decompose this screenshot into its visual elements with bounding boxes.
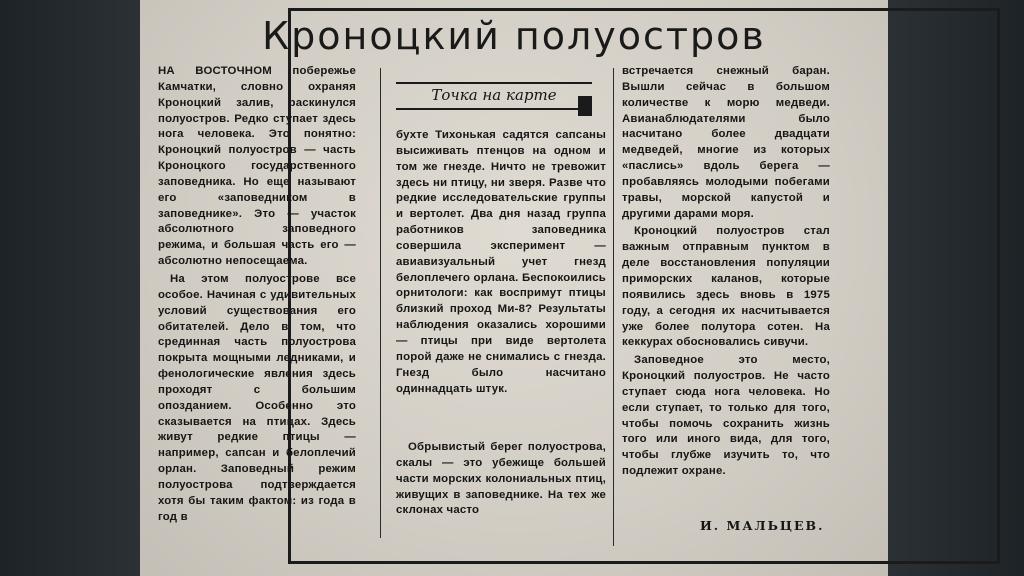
column-1 — [158, 64, 356, 525]
paragraph: НА ВОСТОЧНОМ побережье Камчатки, словно охраняя Кроноцкий залив, раскинулся полуостров. Редко ступает здесь нога человека. Это понятно: Кроноцкий полуостров — часть Кроноцкого государственного заповедника. Но еще называют его «заповедником в заповеднике». Это — участок абсолютного заповедного режима, и большая часть его — абсолютно непосещаема. — [158, 65, 356, 268]
author-signature: И. МАЛЬЦЕВ. — [700, 518, 825, 533]
column-2-continued — [396, 440, 606, 519]
paragraph: встречается снежный баран. Вышли сейчас в большом количестве к морю медведи. Авианаблюдателями было насчитано более двадцати медведей, многие из которых «паслись» вдоль берега — пробавляясь молодыми побегами травы, морской капустой и другими дарами моря. — [622, 65, 830, 220]
paragraph: На этом полуострове все особое. Начиная с удивительных условий существования его обитателей. Дело в том, что срединная часть полуострова покрыта мощными ледниками, и фенологические явления здесь проходят с большим опозданием. Особенно это сказывается на птицах. Здесь живут редкие птицы — например, сапсан и белоплечий орлан. Заповедный режим полуострова подтверждается хотя бы таким фактом: из года в год в — [158, 272, 356, 523]
column-2 — [396, 128, 606, 397]
column-divider-1 — [380, 68, 381, 538]
paragraph: Обрывистый берег полуострова, скалы — это убежище большей части морских колониальных птиц, живущих в заповеднике. На тех же склонах часто — [396, 441, 606, 517]
paragraph: Заповедное это место, Кроноцкий полуостров. Не часто ступает сюда нога человека. Но если ступает, то только для того, чтобы помочь сохранить жизнь того или иного вида, для того, чтобы глубже изучить то, что подлежит охране. — [622, 354, 830, 478]
newspaper-clipping — [140, 0, 888, 576]
rubric-label: Точка на карте — [396, 82, 592, 110]
column-3 — [622, 64, 830, 480]
paragraph: бухте Тихонькая садятся сапсаны высиживать птенцов на одном и том же гнезде. Ничто не тревожит здесь ни птицу, ни зверя. Разве что редкие исследовательские группы и вертолет. Два дня назад группа работников заповедника совершила эксперимент — авиавизуальный учет гнезд белоплечего орлана. Беспокоились орнитологи: как воспримут птицы близкий проход Ми-8? Результаты наблюдения оказались хорошими — птицы при виде вертолета порой даже не снимались с гнезда. Гнезд было насчитано одиннадцать штук. — [396, 129, 606, 395]
article-title: Кроноцкий полуостров — [262, 14, 766, 58]
paragraph: Кроноцкий полуостров стал важным отправным пунктом в деле восстановления популяции приморских каланов, которые появились здесь вновь в 1975 году, а сегодня их насчитывается уже более полутора сотен. На кеккурах обосновались сивучи. — [622, 225, 830, 349]
column-divider-2 — [613, 68, 614, 546]
rubric-decoration — [578, 96, 592, 116]
